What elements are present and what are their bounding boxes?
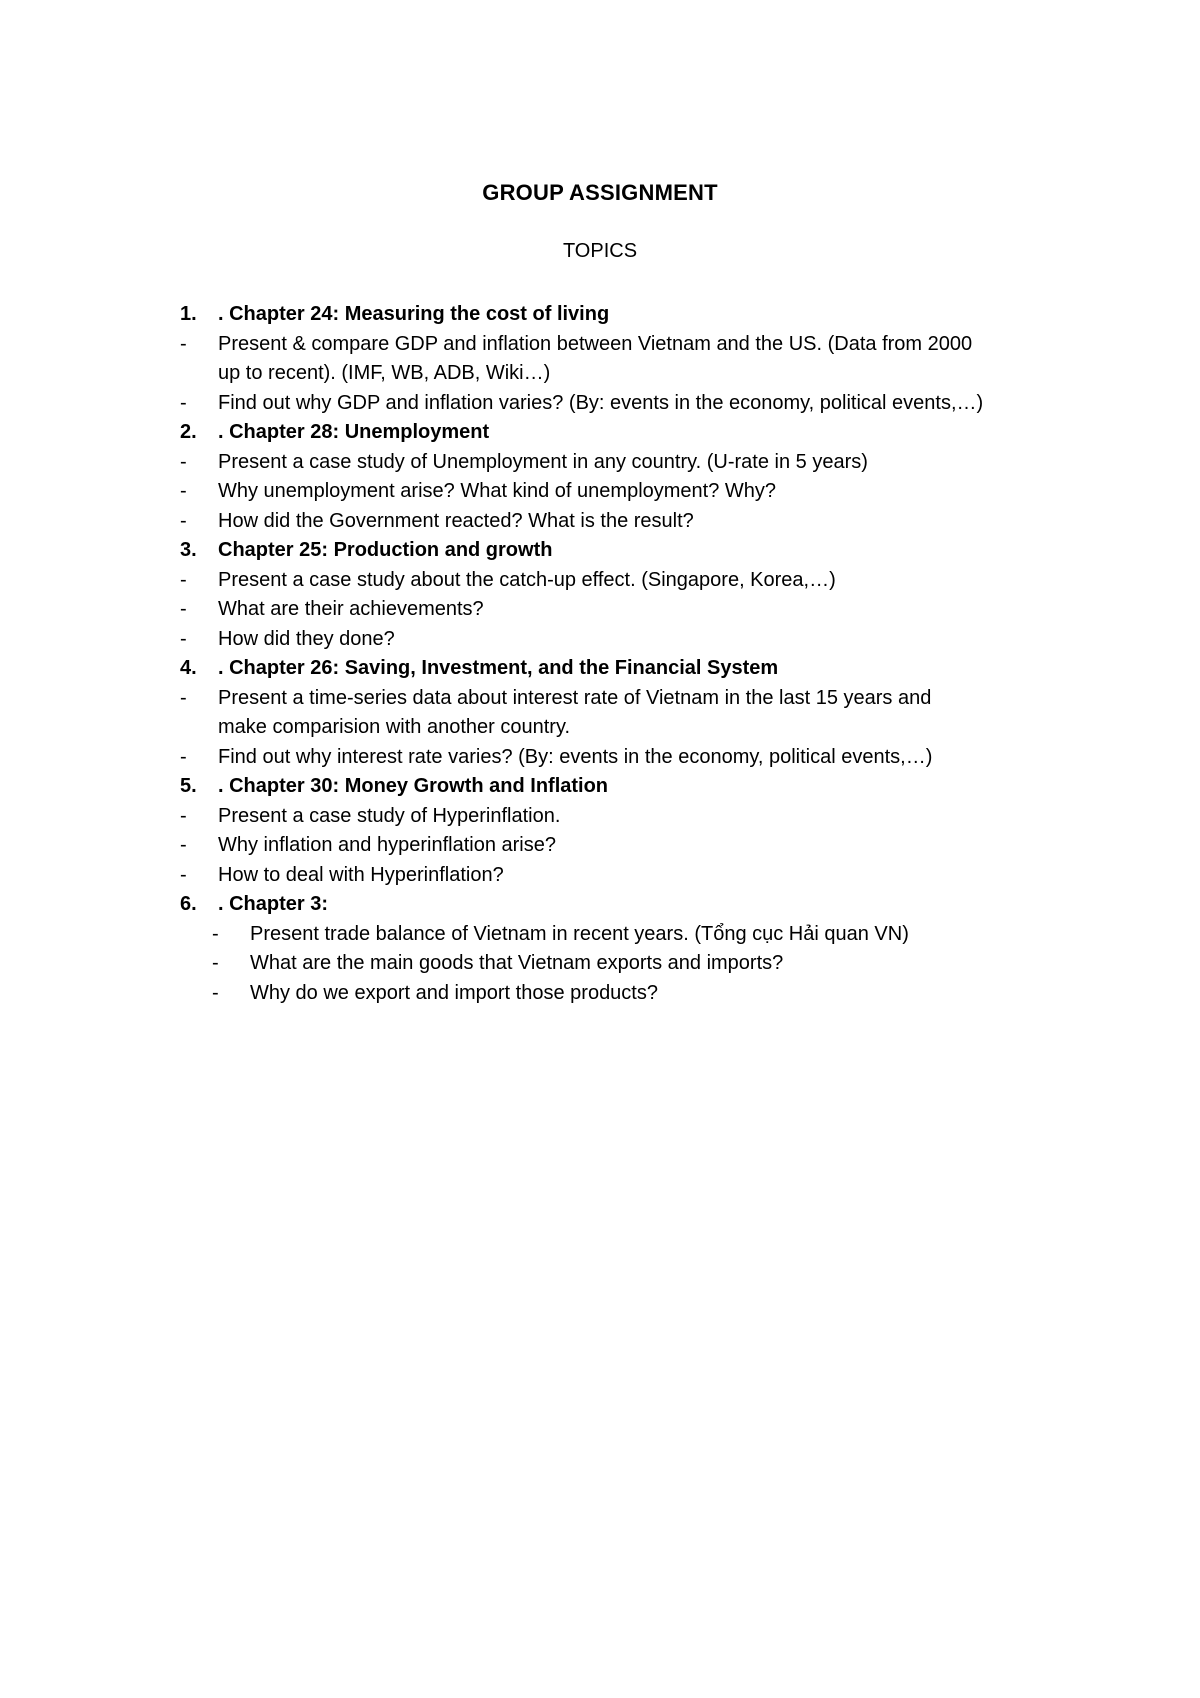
- list-item-text: How did the Government reacted? What is the result?: [218, 509, 694, 532]
- bullet-dash: -: [180, 745, 187, 768]
- topic-heading-6: [180, 890, 1080, 920]
- list-item-text: What are their achievements?: [218, 598, 484, 620]
- list-item: [180, 684, 1080, 743]
- list-item-text: Why inflation and hyperinflation arise?: [218, 834, 556, 856]
- list-item: [180, 330, 1080, 389]
- bullet-dash: -: [180, 480, 187, 502]
- topic-title: . Chapter 26: Saving, Investment, and the Financial System: [218, 657, 779, 679]
- topic-number: 2.: [180, 421, 197, 443]
- topic-title: . Chapter 28: Unemployment: [218, 421, 490, 443]
- list-item-text: Present a case study of Unemployment in any country. (U-rate in 5 years): [218, 450, 868, 473]
- list-item: [180, 477, 1080, 507]
- list-item: [180, 920, 1080, 950]
- topic-title: . Chapter 24: Measuring the cost of living: [218, 303, 610, 325]
- bullet-dash: -: [180, 598, 187, 620]
- list-item: [180, 831, 1080, 861]
- list-item-text: Find out why GDP and inflation varies? (By: events in the economy, political events,…): [218, 391, 984, 414]
- list-item-text: Present trade balance of Vietnam in recent years. (Tổng cục Hải quan VN): [250, 922, 909, 945]
- topic-number: 1.: [180, 303, 197, 325]
- bullet-dash: -: [212, 981, 219, 1004]
- list-item-text: Present a case study about the catch-up effect. (Singapore, Korea,…): [218, 568, 836, 591]
- list-item: [180, 507, 1080, 537]
- topic-heading-1: [180, 300, 1080, 330]
- bullet-dash: -: [180, 686, 187, 709]
- list-item: [180, 625, 1080, 655]
- list-item-text: Find out why interest rate varies? (By: events in the economy, political events,…): [218, 745, 933, 768]
- list-item: [180, 595, 1080, 625]
- topic-number: 5.: [180, 775, 197, 797]
- bullet-dash: -: [212, 952, 219, 974]
- list-item: [180, 448, 1080, 478]
- list-item: [180, 949, 1080, 979]
- topic-heading-5: [180, 772, 1080, 802]
- topic-list: [180, 300, 1080, 1008]
- document-subtitle: TOPICS: [562, 240, 638, 262]
- bullet-dash: -: [180, 834, 187, 856]
- topic-number: 6.: [180, 893, 197, 915]
- topic-heading-3: [180, 536, 1080, 566]
- list-item-text: How did they done?: [218, 627, 395, 650]
- list-item-text: What are the main goods that Vietnam exports and imports?: [250, 952, 784, 974]
- bullet-dash: -: [180, 568, 187, 591]
- bullet-dash: -: [180, 332, 187, 355]
- bullet-dash: -: [180, 509, 187, 532]
- topic-title: . Chapter 3:: [218, 893, 329, 915]
- list-item: [180, 566, 1080, 596]
- list-item-text: Present & compare GDP and inflation between Vietnam and the US. (Data from 2000 up to recent). (IMF, WB, ADB, Wiki…): [218, 332, 973, 384]
- bullet-dash: -: [180, 804, 187, 827]
- topic-heading-4: [180, 654, 1080, 684]
- topic-number: 4.: [180, 657, 197, 679]
- list-item: [180, 743, 1080, 773]
- list-item: [180, 802, 1080, 832]
- list-item-text: Present a case study of Hyperinflation.: [218, 804, 561, 827]
- bullet-dash: -: [180, 863, 187, 886]
- list-item-text: How to deal with Hyperinflation?: [218, 863, 504, 886]
- list-item: [180, 979, 1080, 1009]
- bullet-dash: -: [180, 391, 187, 414]
- bullet-dash: -: [180, 450, 187, 473]
- topic-title: Chapter 25: Production and growth: [218, 539, 553, 561]
- list-item: [180, 389, 1080, 419]
- list-item-text: Present a time-series data about interest rate of Vietnam in the last 15 years and make comparision with another country.: [218, 686, 932, 738]
- topic-number: 3.: [180, 539, 197, 561]
- bullet-dash: -: [180, 627, 187, 650]
- document-title: GROUP ASSIGNMENT: [482, 180, 718, 205]
- list-item-text: Why do we export and import those products?: [250, 981, 658, 1004]
- topic-title: . Chapter 30: Money Growth and Inflation: [218, 775, 609, 797]
- list-item: [180, 861, 1080, 891]
- list-item-text: Why unemployment arise? What kind of unemployment? Why?: [218, 480, 777, 502]
- topic-heading-2: [180, 418, 1080, 448]
- bullet-dash: -: [212, 922, 219, 945]
